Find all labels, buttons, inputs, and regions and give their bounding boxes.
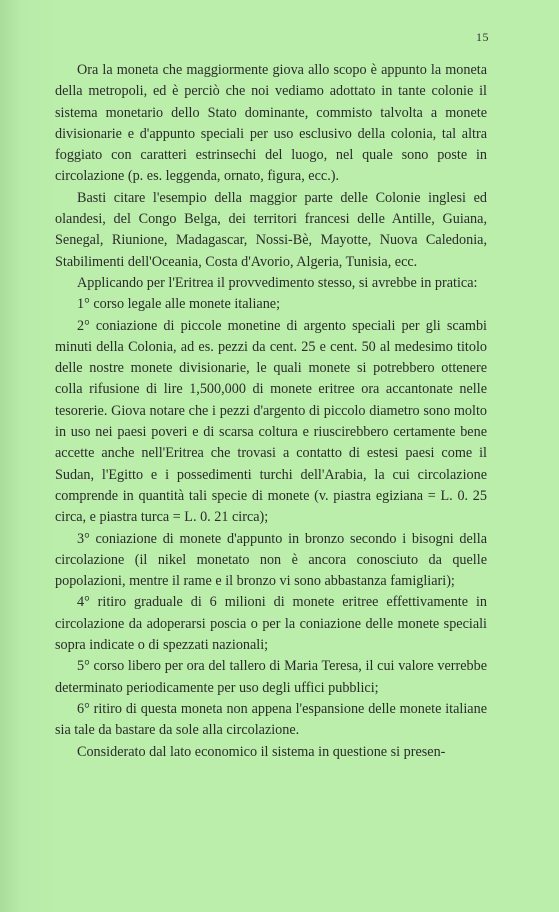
paragraph-conclusion: Considerato dal lato economico il sistema in questione si presen- [77,743,446,760]
list-item-1: 1° corso legale alle monete italiane; [77,296,281,313]
body-text [55,60,487,763]
list-item-6: 6° ritiro di questa moneta non appena l'espansione delle monete italiane sia tale da bastare da sole alla circolazione. [55,700,487,739]
list-item-5: 5° corso libero per ora del tallero di Maria Teresa, il cui valore verrebbe determinato periodicamente per uso degli uffici pubblici; [55,658,487,696]
list-item-3: 3° coniazione di monete d'appunto in bronzo secondo i bisogni della circolazione (il nikel monetato non è ancora conosciuto da quelle popolazioni, mentre il rame e il bronzo vi sono abbastanza famigliari); [55,530,487,590]
list-item-4: 4° ritiro graduale di 6 milioni di monete eritree effettivamente in circolazione da adoperarsi poscia o per la coniazione delle monete speciali sopra indicate o di spezzati nazionali; [55,594,487,654]
list-item-2: 2° coniazione di piccole monetine di argento speciali per gli scambi minuti della Colonia, ad es. pezzi da cent. 25 e cent. 50 al medesimo titolo delle nostre monete divisionarie, le quali monete si potrebbero ottenere colla rifusione di lire 1,500,000 di monete eritree ora accantonate nelle tesorerie. Giova notare che i pezzi d'argento di piccolo diametro sono molto in uso nei paesi poveri e di scarsa coltura e riuscirebbero certamente bene accette anche nell'Eritrea che trovasi a contatto di estesi paesi come il Sudan, l'Egitto e i possedimenti turchi dell'Arabia, la cui circolazione comprende in quantità tali specie di monete (v. piastra egiziana = L. 0. 25 circa, e piastra turca = L. 0. 21 circa); [55,317,487,526]
paragraph-applying: Applicando per l'Eritrea il provvedimento stesso, si avrebbe in pratica: [77,274,478,291]
paragraph-intro: Ora la moneta che maggiormente giova allo scopo è appunto la moneta della metropoli, ed è perciò che noi vediamo adottato in tante colonie il sistema monetario dello Stato dominante, commisto talvolta a monete divisionarie e d'appunto speciali per uso esclusivo della colonia, tal altra foggiato con caratteri estrinsechi del luogo, nel quale sono poste in circolazione (p. es. leggenda, ornato, figura, ecc.). [55,62,487,185]
paragraph-examples: Basti citare l'esempio della maggior parte delle Colonie inglesi ed olandesi, del Congo Belga, dei territori francesi delle Antille, Guiana, Senegal, Riunione, Madagascar, Nossi-Bè, Mayotte, Nuova Caledonia, Stabilimenti dell'Oceania, Costa d'Avorio, Algeria, Tunisia, ecc. [55,189,487,270]
page-number: 15 [476,30,489,44]
